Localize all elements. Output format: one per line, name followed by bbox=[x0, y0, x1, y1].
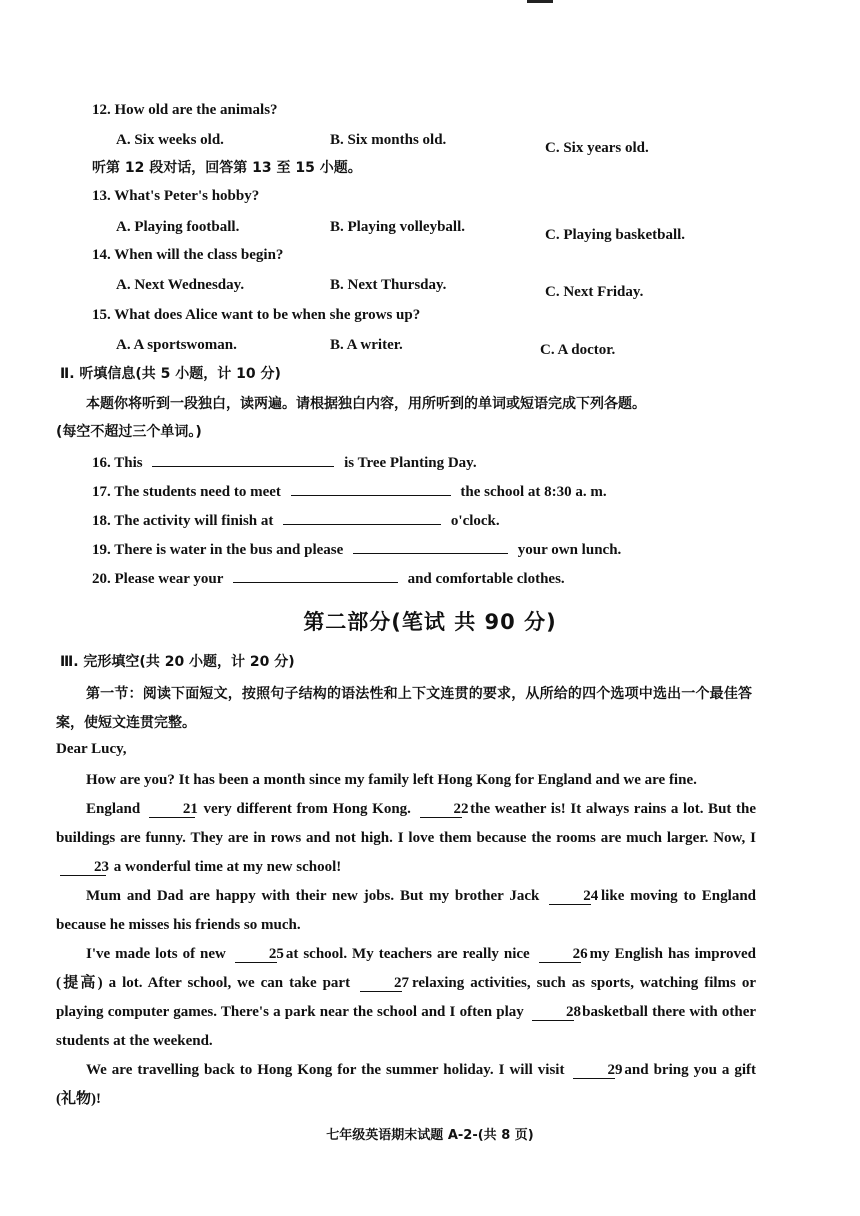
fill-17-tail: the school at 8:30 a. m. bbox=[460, 484, 607, 500]
p4-text-a: I've made lots of new bbox=[86, 946, 226, 962]
p2-text-b: very different from Hong Kong. bbox=[203, 801, 411, 817]
blank-27[interactable]: 27 bbox=[360, 975, 402, 992]
q15-option-b: B. A writer. bbox=[330, 337, 403, 353]
fill-20-tail: and comfortable clothes. bbox=[407, 571, 565, 587]
q15-option-c: C. A doctor. bbox=[540, 342, 616, 358]
instruction-dialog-12: 听第 12 段对话，回答第 13 至 15 小题。 bbox=[92, 160, 362, 176]
fill-18-text: 18. The activity will finish at bbox=[92, 513, 274, 529]
blank-23[interactable]: 23 bbox=[60, 859, 106, 876]
fill-item-16 bbox=[92, 452, 477, 473]
fill-16-blank[interactable] bbox=[152, 452, 334, 467]
fill-item-17 bbox=[92, 481, 607, 502]
p4-text-d: relaxing activities, such as sports, watching films or playing computer games. There's a park near the school and I often play bbox=[56, 975, 756, 1020]
q12-option-b: B. Six months old. bbox=[330, 132, 447, 148]
p4-text-c: my English has improved (提高) a lot. After school, we can take part bbox=[56, 946, 757, 991]
fill-19-blank[interactable] bbox=[353, 539, 508, 554]
q14-option-b: B. Next Thursday. bbox=[330, 277, 447, 293]
blank-24[interactable]: 24 bbox=[549, 888, 591, 905]
q14-option-a: A. Next Wednesday. bbox=[116, 277, 245, 293]
p4-text-e: basketball there with other students at the weekend. bbox=[56, 1004, 757, 1049]
p3-text-b: like moving to England because he misses his friends so much. bbox=[56, 888, 757, 933]
fill-20-blank[interactable] bbox=[233, 568, 398, 583]
q13-option-c: C. Playing basketball. bbox=[545, 227, 686, 243]
p2-text-c: the weather is! It always rains a lot. But the buildings are funny. They are in rows and not high. I love them because the rooms are much larger. Now, I bbox=[56, 801, 757, 846]
question-14-stem: 14. When will the class begin? bbox=[92, 247, 284, 263]
p3-text-a: Mum and Dad are happy with their new jobs. But my brother Jack bbox=[86, 888, 540, 904]
fill-16-text: 16. This bbox=[92, 455, 143, 471]
fill-item-20 bbox=[92, 568, 565, 589]
section-2-title: Ⅱ. 听填信息(共 5 小题，计 10 分) bbox=[60, 366, 281, 382]
q15-option-a: A. A sportswoman. bbox=[116, 337, 237, 353]
blank-22[interactable]: 22 bbox=[420, 801, 462, 818]
letter-paragraph-1: How are you? It has been a month since my family left Hong Kong for England and we are fine. bbox=[86, 772, 697, 788]
q12-option-a: A. Six weeks old. bbox=[116, 132, 224, 148]
letter-paragraph-2 bbox=[56, 795, 756, 882]
blank-21[interactable]: 21 bbox=[149, 801, 195, 818]
blank-26[interactable]: 26 bbox=[539, 946, 581, 963]
section-3-instruction: 第一节：阅读下面短文，按照句子结构的语法性和上下文连贯的要求，从所给的四个选项中选出一个最佳答案，使短文连贯完整。 bbox=[56, 686, 752, 731]
fill-19-tail: your own lunch. bbox=[517, 542, 622, 558]
letter-paragraph-3 bbox=[56, 882, 756, 940]
blank-29[interactable]: 29 bbox=[573, 1062, 615, 1079]
q13-option-a: A. Playing football. bbox=[116, 219, 240, 235]
fill-20-text: 20. Please wear your bbox=[92, 571, 224, 587]
p4-text-b: at school. My teachers are really nice bbox=[285, 946, 530, 962]
blank-28[interactable]: 28 bbox=[532, 1004, 574, 1021]
section-2-instruction: 本题你将听到一段独白，读两遍。请根据独白内容，用所听到的单词或短语完成下列各题。 bbox=[86, 396, 646, 412]
fill-18-blank[interactable] bbox=[283, 510, 441, 525]
question-13-stem: 13. What's Peter's hobby? bbox=[92, 188, 260, 204]
p5-text-b: and bring you a gift (礼物)! bbox=[56, 1062, 757, 1107]
fill-17-text: 17. The students need to meet bbox=[92, 484, 281, 500]
section-3-title: Ⅲ. 完形填空(共 20 小题，计 20 分) bbox=[60, 654, 295, 670]
q14-option-c: C. Next Friday. bbox=[545, 284, 644, 300]
q13-option-b: B. Playing volleyball. bbox=[330, 219, 466, 235]
fill-16-tail: is Tree Planting Day. bbox=[344, 455, 477, 471]
top-mark bbox=[527, 0, 553, 3]
p2-text-d: a wonderful time at my new school! bbox=[113, 859, 342, 875]
letter-paragraph-4 bbox=[56, 940, 756, 1056]
fill-item-19 bbox=[92, 539, 621, 560]
blank-25[interactable]: 25 bbox=[235, 946, 277, 963]
p2-text-a: England bbox=[86, 801, 141, 817]
p5-text-a: We are travelling back to Hong Kong for the summer holiday. I will visit bbox=[86, 1062, 565, 1078]
q12-option-c: C. Six years old. bbox=[545, 140, 649, 156]
part-2-title: 第二部分(笔试 共 90 分) bbox=[303, 610, 557, 634]
fill-17-blank[interactable] bbox=[291, 481, 451, 496]
page-footer: 七年级英语期末试题 A-2-(共 8 页) bbox=[326, 1128, 534, 1143]
question-15-stem: 15. What does Alice want to be when she grows up? bbox=[92, 307, 421, 323]
letter-paragraph-5 bbox=[56, 1056, 756, 1114]
fill-19-text: 19. There is water in the bus and please bbox=[92, 542, 344, 558]
fill-item-18 bbox=[92, 510, 500, 531]
section-2-note: (每空不超过三个单词。) bbox=[56, 424, 202, 440]
letter-greeting: Dear Lucy, bbox=[56, 741, 127, 757]
fill-18-tail: o'clock. bbox=[450, 513, 500, 529]
question-12-stem: 12. How old are the animals? bbox=[92, 102, 278, 118]
